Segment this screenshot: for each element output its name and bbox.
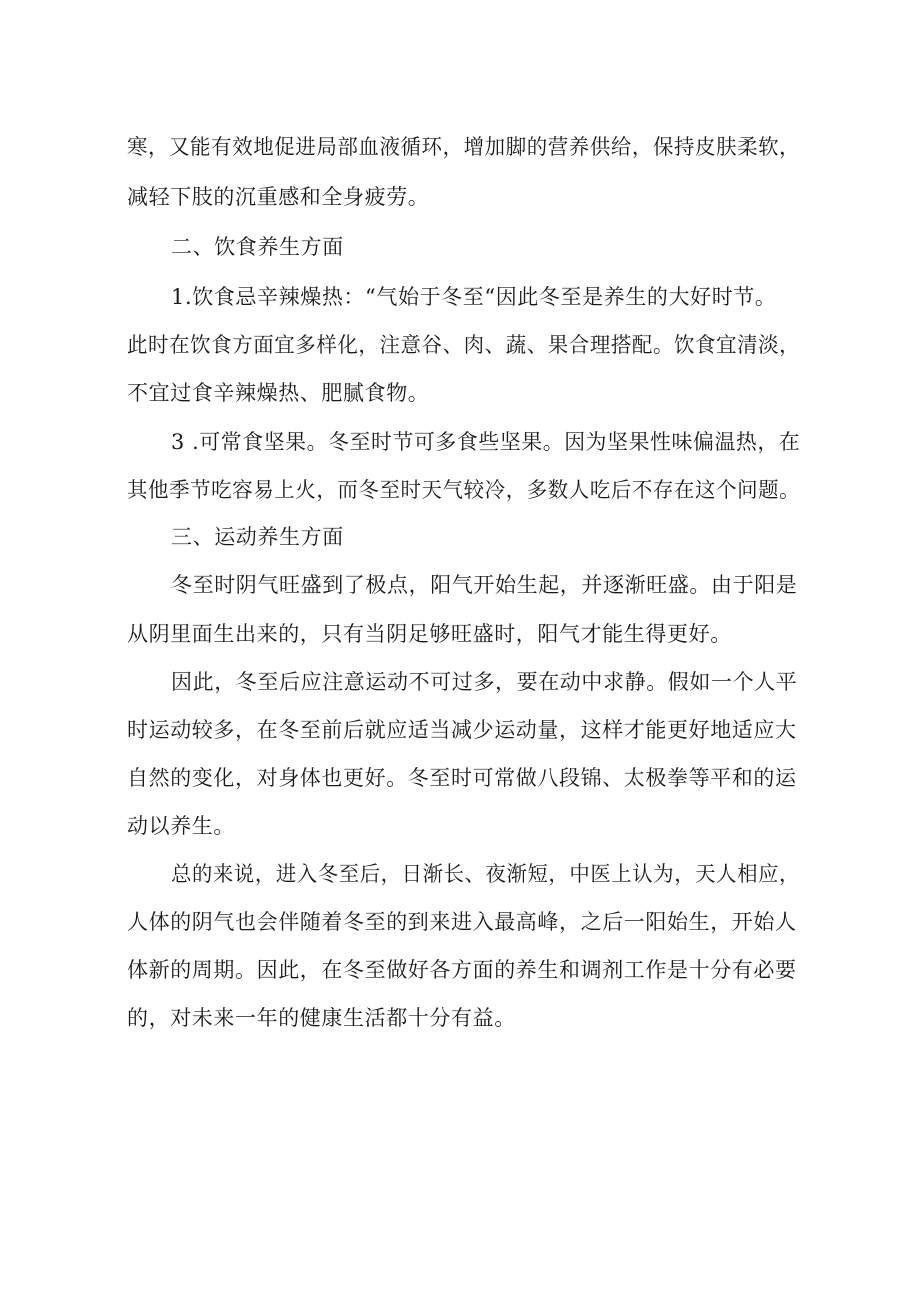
text-line: 动以养生。 [127,814,235,838]
text-line: 不宜过食辛辣燥热、肥腻食物。 [127,381,430,405]
text-line: 其他季节吃容易上火，而冬至时天气较冷，多数人吃后不存在这个问题。 [127,478,801,502]
text-line: 自然的变化，对身体也更好。冬至时可常做八段锦、太极拳等平和的运 [127,766,797,790]
text-line: 的，对未来一年的健康生活都十分有益。 [127,1006,516,1030]
text-line: 因此，冬至后应注意运动不可过多，要在动中求静。假如一个人平 [171,670,798,694]
text-line: 寒，又能有效地促进局部血液循环，增加脚的营养供给，保持皮肤柔软， [127,135,801,159]
section-heading: 三、运动养生方面 [171,525,344,549]
text-line: 总的来说，进入冬至后，日渐长、夜渐短，中医上认为，天人相应， [171,862,801,886]
text-line: 1.饮食忌辛辣燥热：“气始于冬至“因此冬至是养生的大好时节。 [171,285,777,309]
text-line: 此时在饮食方面宜多样化，注意谷、肉、蔬、果合理搭配。饮食宜清淡， [127,333,801,357]
text-line: 冬至时阴气旺盛到了极点，阳气开始生起，并逐渐旺盛。由于阳是 [171,573,798,597]
section-heading: 二、饮食养生方面 [171,235,344,259]
text-line: 3 .可常食坚果。冬至时节可多食些坚果。因为坚果性味偏温热，在 [171,430,801,454]
text-line: 从阴里面生出来的，只有当阴足够旺盛时，阳气才能生得更好。 [127,622,732,646]
text-line: 人体的阴气也会伴随着冬至的到来进入最高峰，之后一阳始生，开始人 [127,910,797,934]
text-line: 时运动较多，在冬至前后就应适当减少运动量，这样才能更好地适应大 [127,718,797,742]
text-line: 减轻下肢的沉重感和全身疲劳。 [127,185,430,209]
text-line: 体新的周期。因此，在冬至做好各方面的养生和调剂工作是十分有必要 [127,958,797,982]
